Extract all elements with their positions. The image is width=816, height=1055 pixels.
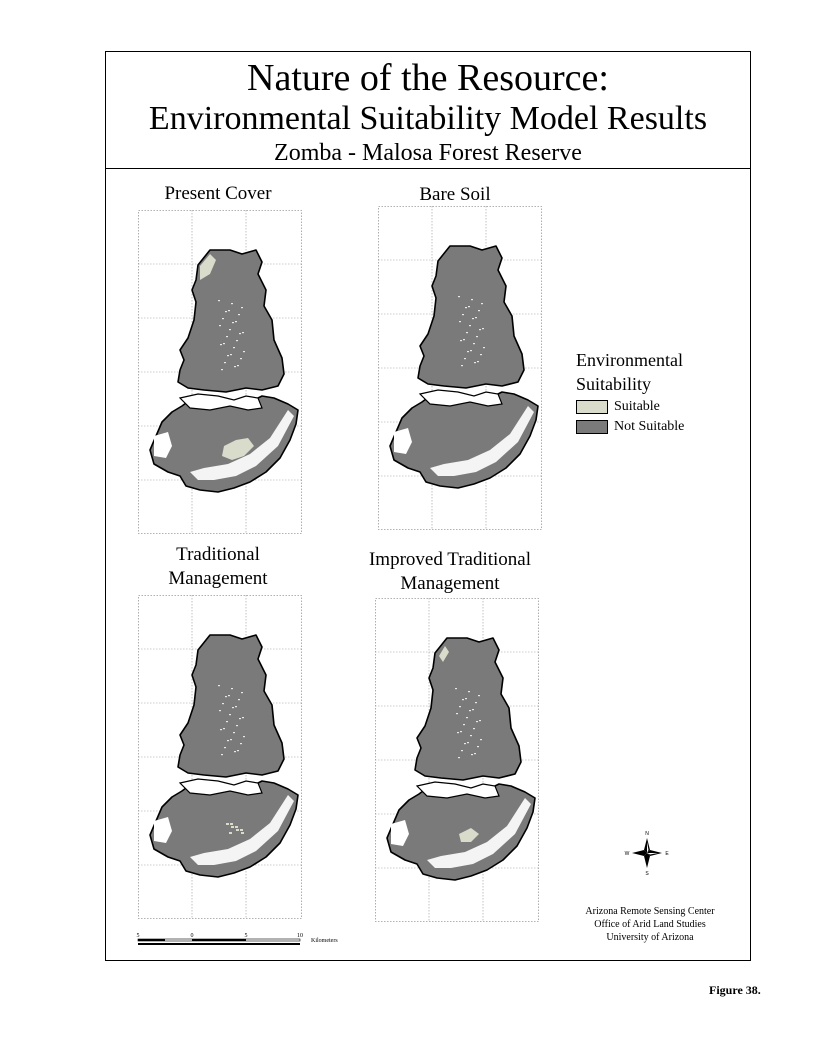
scale-unit: Kilometers bbox=[311, 938, 338, 944]
north-arrow-icon bbox=[624, 830, 670, 881]
map-present-cover bbox=[138, 210, 302, 534]
map-bare-soil bbox=[378, 206, 542, 530]
map-label-line: Management bbox=[168, 568, 268, 589]
credit-line: Office of Arid Land Studies bbox=[594, 919, 706, 930]
north-label: N bbox=[645, 831, 649, 837]
legend bbox=[576, 348, 684, 436]
map-label-line: Present Cover bbox=[164, 183, 272, 204]
map-traditional-management bbox=[138, 595, 302, 919]
legend-title-line: Environmental bbox=[576, 350, 683, 370]
west-label: W bbox=[624, 851, 630, 857]
scale-tick-label: 0 bbox=[190, 933, 194, 939]
map-label-line: Improved Traditional bbox=[368, 549, 532, 570]
legend-item-not-suitable bbox=[576, 418, 684, 436]
legend-title-line: Suitability bbox=[576, 374, 652, 394]
scale-bar bbox=[135, 928, 375, 955]
scale-tick-label: 5 bbox=[244, 933, 248, 939]
credits bbox=[570, 905, 730, 944]
title-line-2: Environmental Suitability Model Results bbox=[148, 100, 708, 137]
map-panel-bare-soil bbox=[378, 206, 542, 530]
map-panel-present-cover bbox=[138, 210, 302, 534]
map-label-line: Management bbox=[400, 573, 500, 594]
map-label-line: Bare Soil bbox=[419, 184, 491, 205]
map-label-line: Traditional bbox=[176, 544, 260, 565]
scale-tick-label: 5 bbox=[136, 933, 140, 939]
credit-line: Arizona Remote Sensing Center bbox=[585, 906, 715, 917]
east-label: E bbox=[665, 851, 669, 857]
title-block bbox=[105, 51, 751, 169]
map-label-traditional-management bbox=[128, 543, 308, 591]
credit-line: University of Arizona bbox=[606, 932, 694, 943]
subtitle: Zomba - Malosa Forest Reserve bbox=[274, 140, 582, 166]
title-line-1: Nature of the Resource: bbox=[247, 57, 609, 99]
map-label-improved-traditional-management bbox=[350, 548, 550, 596]
legend-item-suitable bbox=[576, 398, 684, 416]
figure-label: Figure 38. bbox=[709, 983, 761, 997]
scale-tick-label: 10 bbox=[297, 933, 303, 939]
map-label-bare-soil bbox=[375, 183, 535, 207]
legend-swatch-suitable bbox=[576, 400, 608, 414]
legend-label-not-suitable: Not Suitable bbox=[614, 419, 685, 434]
legend-label-suitable: Suitable bbox=[614, 399, 660, 414]
map-panel-traditional-management bbox=[138, 595, 302, 919]
map-improved-traditional-management bbox=[375, 598, 539, 922]
map-panel-improved-traditional-management bbox=[375, 598, 539, 922]
south-label: S bbox=[645, 871, 649, 876]
legend-swatch-not-suitable bbox=[576, 420, 608, 434]
map-label-present-cover bbox=[138, 182, 298, 206]
